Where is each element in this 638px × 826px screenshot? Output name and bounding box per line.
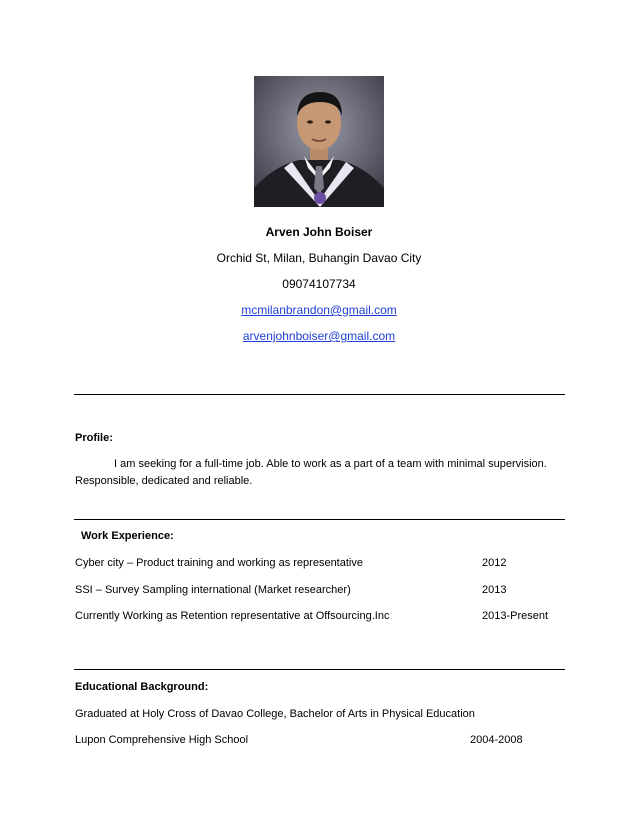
email-row-1	[0, 303, 638, 317]
work-item-description: Currently Working as Retention representative at Offsourcing.Inc	[75, 610, 390, 622]
email-row-2	[0, 329, 638, 343]
education-heading: Educational Background:	[75, 681, 209, 693]
divider-2	[74, 519, 565, 520]
profile-photo	[254, 76, 384, 207]
divider-1	[74, 394, 565, 395]
education-item-description: Graduated at Holy Cross of Davao College, Bachelor of Arts in Physical Education	[75, 708, 475, 720]
phone-number: 09074107734	[282, 277, 356, 291]
work-item-year: 2013-Present	[482, 610, 549, 622]
work-item-description: SSI – Survey Sampling international (Market researcher)	[75, 584, 351, 596]
candidate-name: Arven John Boiser	[265, 225, 373, 239]
work-item-description: Cyber city – Product training and working as representative	[75, 557, 363, 569]
education-item-year: 2004-2008	[470, 734, 523, 746]
education-item-description: Lupon Comprehensive High School	[75, 734, 249, 746]
work-item-year: 2013	[482, 584, 507, 596]
address: Orchid St, Milan, Buhangin Davao City	[216, 251, 422, 265]
email-link-1[interactable]: mcmilanbrandon@gmail.com	[241, 303, 397, 317]
work-item-year: 2012	[482, 557, 507, 569]
profile-heading: Profile:	[75, 432, 113, 444]
divider-3	[74, 669, 565, 670]
email-link-2[interactable]: arvenjohnboiser@gmail.com	[242, 329, 396, 343]
profile-text-line-1: I am seeking for a full-time job. Able to work as a part of a team with minimal supervision.	[114, 458, 547, 470]
work-experience-heading: Work Experience:	[81, 530, 174, 542]
profile-text-line-2: Responsible, dedicated and reliable.	[75, 475, 253, 487]
